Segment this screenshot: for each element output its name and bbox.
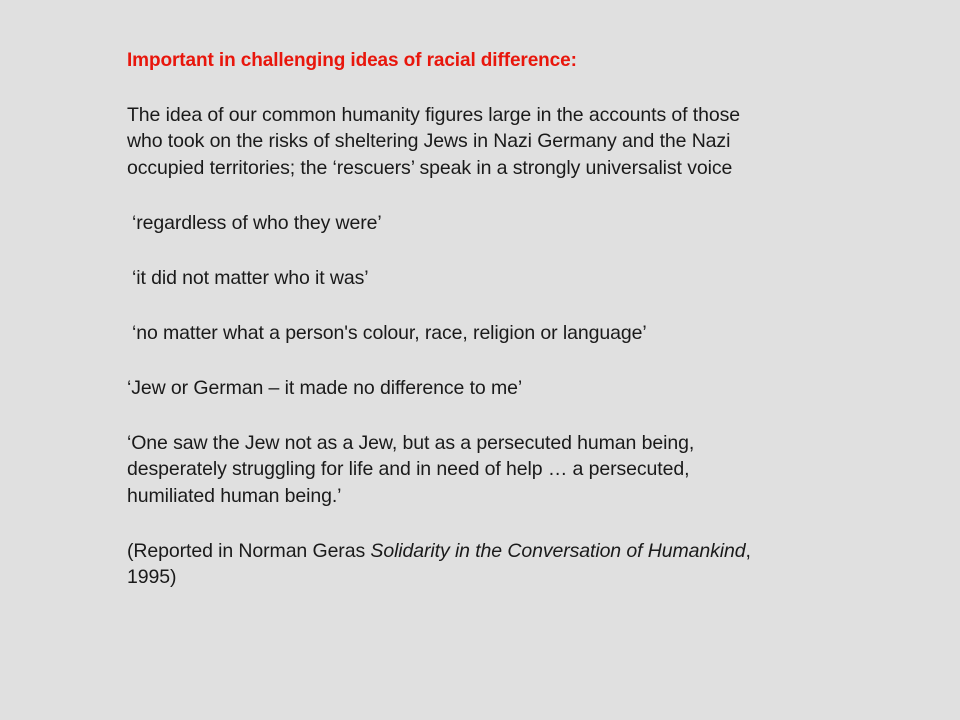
citation-line [127, 538, 847, 565]
quote-persecuted-human-being [127, 430, 847, 510]
quote-jew-or-german: ‘Jew or German – it made no difference to me’ [127, 376, 523, 399]
quote-line: humiliated human being.’ [127, 484, 342, 507]
quote-line: desperately struggling for life and in need of help … a persecuted, [127, 458, 690, 480]
quote-no-matter-what: ‘no matter what a person's colour, race, religion or language’ [132, 321, 647, 344]
citation-suffix: , [745, 539, 751, 562]
quote-line: ‘One saw the Jew not as a Jew, but as a persecuted human being, [127, 431, 695, 454]
intro-paragraph [127, 102, 847, 182]
citation [127, 538, 847, 591]
intro-line: occupied territories; the ‘rescuers’ speak in a strongly universalist voice [127, 156, 733, 179]
citation-book-title: Solidarity in the Conversation of Humankind [370, 539, 746, 562]
intro-line: who took on the risks of sheltering Jews in Nazi Germany and the Nazi [127, 130, 731, 152]
citation-year: 1995) [127, 566, 177, 588]
slide-content [127, 48, 847, 591]
intro-line: The idea of our common humanity figures large in the accounts of those [127, 103, 741, 126]
quote-regardless: ‘regardless of who they were’ [132, 211, 382, 234]
citation-prefix: (Reported in Norman Geras [127, 539, 371, 562]
slide-heading: Important in challenging ideas of racial difference: [127, 50, 577, 71]
quote-did-not-matter: ‘it did not matter who it was’ [132, 266, 369, 289]
